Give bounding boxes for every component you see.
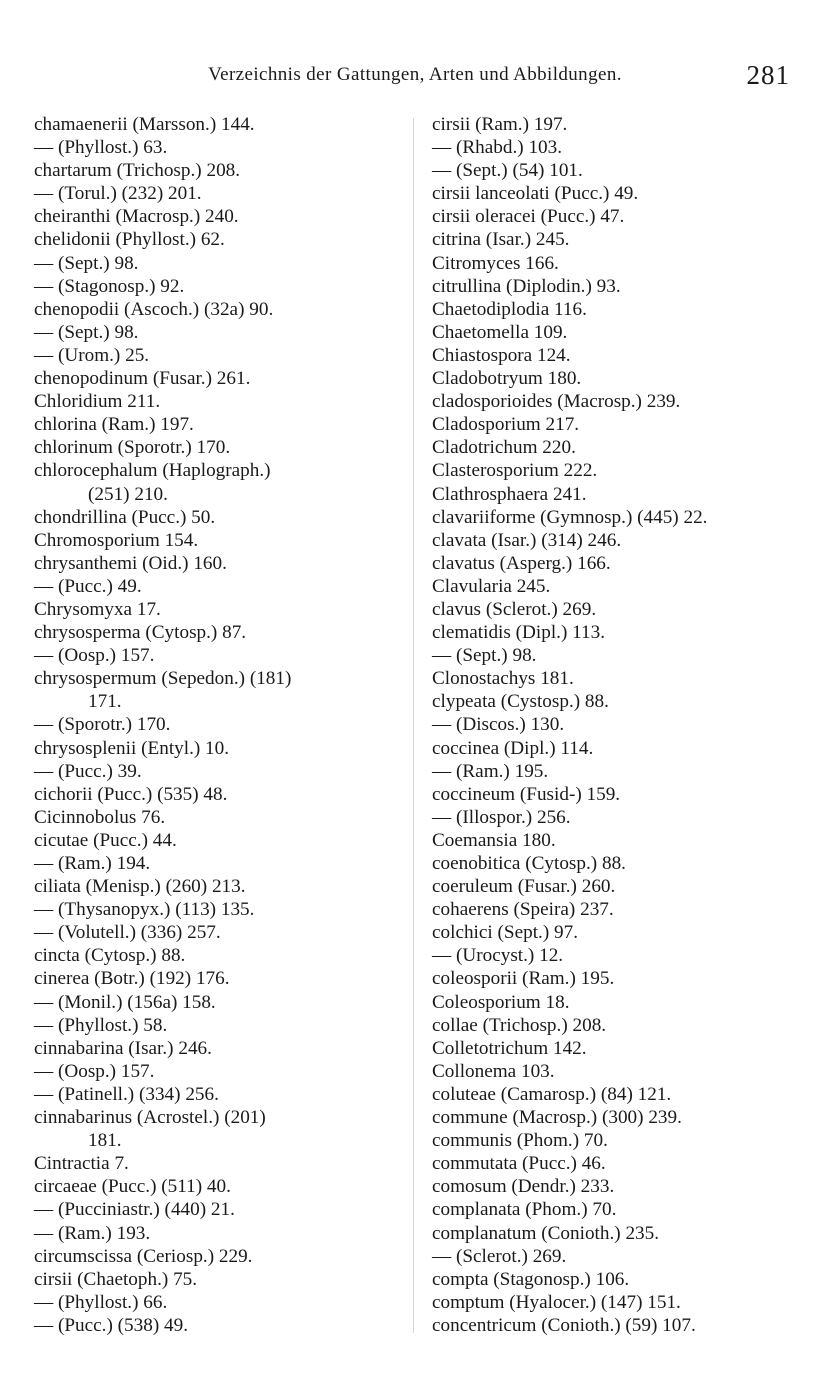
index-entry: chrysosperma (Cytosp.) 87. [34,622,247,644]
index-entry: cirsii (Chaetoph.) 75. [34,1268,198,1290]
index-entry: chenopodinum (Fusar.) 261. [34,368,251,390]
index-entry: chlorocephalum (Haplograph.) [34,460,271,482]
index-entry: clavariiforme (Gymnosp.) (445) 22. [432,506,708,528]
index-entry: — (Rhabd.) 103. [432,137,563,159]
index-entry: complanata (Phom.) 70. [432,1199,617,1221]
index-entry: chenopodii (Ascoch.) (32a) 90. [34,298,274,320]
index-entry: — (Volutell.) (336) 257. [34,922,221,944]
index-entry: chlorinum (Sporotr.) 170. [34,437,231,459]
column-divider [413,118,414,1333]
index-entry: 171. [88,691,122,713]
index-entry: — (Pucciniastr.) (440) 21. [34,1199,235,1221]
index-entry: cichorii (Pucc.) (535) 48. [34,783,228,805]
index-entry: Coemansia 180. [432,829,556,851]
index-entry: Chiastospora 124. [432,344,571,366]
index-entry: comptum (Hyalocer.) (147) 151. [432,1291,681,1313]
index-entry: Collonema 103. [432,1060,555,1082]
index-entry: Coleosporium 18. [432,991,570,1013]
index-entry: chlorina (Ram.) 197. [34,414,194,436]
index-entry: Chloridium 211. [34,391,161,413]
index-entry: — (Thysanopyx.) (113) 135. [34,899,255,921]
index-entry: — (Urocyst.) 12. [432,945,564,967]
index-entry: cicutae (Pucc.) 44. [34,829,177,851]
index-entry: — (Sporotr.) 170. [34,714,171,736]
index-entry: Clavularia 245. [432,575,551,597]
index-entry: Chromosporium 154. [34,529,199,551]
index-entry: — (Ram.) 194. [34,853,151,874]
index-entry: — (Phyllost.) 66. [34,1291,168,1313]
index-entry: — (Sept.) 98. [34,321,139,343]
running-title: Verzeichnis der Gattungen, Arten und Abbildungen. [208,64,622,85]
index-entry: cirsii lanceolati (Pucc.) 49. [432,183,639,205]
index-entry: coccinea (Dipl.) 114. [432,737,594,759]
index-entry: complanatum (Conioth.) 235. [432,1222,660,1244]
index-entry: cincta (Cytosp.) 88. [34,945,186,967]
index-entry: — (Pucc.) 39. [34,760,142,782]
index-entry: chrysospermum (Sepedon.) (181) [34,668,292,690]
index-entry: chartarum (Trichosp.) 208. [34,160,241,182]
index-entry: chrysosplenii (Entyl.) 10. [34,737,230,759]
index-column-left [34,113,410,1337]
index-entry: colchici (Sept.) 97. [432,922,578,944]
index-entry: — (Ram.) 195. [432,760,549,782]
index-entry: Clonostachys 181. [432,668,574,690]
index-entry: — (Oosp.) 157. [34,1060,155,1082]
index-entry: citrina (Isar.) 245. [432,229,570,251]
index-entry: Cladotrichum 220. [432,437,576,459]
index-entry: Clathrosphaera 241. [432,483,587,505]
index-entry: coleosporii (Ram.) 195. [432,968,615,990]
index-entry: — (Illospor.) 256. [432,806,571,828]
index-entry: cinnabarinus (Acrostel.) (201) [34,1107,266,1129]
index-entry: Colletotrichum 142. [432,1037,587,1059]
index-entry: — (Monil.) (156a) 158. [34,991,216,1013]
index-entry: Cintractia 7. [34,1153,129,1175]
index-entry: clematidis (Dipl.) 113. [432,622,606,644]
index-entry: 181. [88,1130,122,1152]
index-entry: commune (Macrosp.) (300) 239. [432,1107,682,1129]
index-entry: cohaerens (Speira) 237. [432,899,614,921]
page-header [0,60,830,94]
index-entry: comosum (Dendr.) 233. [432,1176,615,1198]
index-entry: coluteae (Camarosp.) (84) 121. [432,1083,672,1105]
index-entry: — (Phyllost.) 63. [34,137,168,159]
index-entry: coccineum (Fusid-) 159. [432,783,621,805]
index-entry: — (Discos.) 130. [432,714,565,736]
index-entry: chamaenerii (Marsson.) 144. [34,114,255,135]
index-entry: — (Sept.) (54) 101. [432,160,583,182]
index-entry: circumscissa (Ceriosp.) 229. [34,1245,253,1267]
index-entry: chelidonii (Phyllost.) 62. [34,229,225,251]
index-entry: coeruleum (Fusar.) 260. [432,876,616,898]
index-entry: citrullina (Diplodin.) 93. [432,275,621,297]
index-entry: clavus (Sclerot.) 269. [432,598,597,620]
index-entry: Cicinnobolus 76. [34,806,166,828]
index-entry: — (Torul.) (232) 201. [34,183,202,205]
index-entry: communis (Phom.) 70. [432,1130,608,1152]
index-entry: Chaetodiplodia 116. [432,298,587,320]
index-entry: — (Patinell.) (334) 256. [34,1083,219,1105]
index-entry: — (Ram.) 193. [34,1222,151,1244]
index-entry: cheiranthi (Macrosp.) 240. [34,206,239,228]
index-entry: — (Sept.) 98. [34,252,139,274]
index-entry: clypeata (Cystosp.) 88. [432,691,609,713]
index-entry: chondrillina (Pucc.) 50. [34,506,216,528]
index-entry: (251) 210. [88,483,168,505]
index-entry: ciliata (Menisp.) (260) 213. [34,876,246,898]
index-entry: clavatus (Asperg.) 166. [432,552,611,574]
index-entry: — (Sclerot.) 269. [432,1245,567,1267]
index-entry: — (Phyllost.) 58. [34,1014,168,1036]
index-entry: concentricum (Conioth.) (59) 107. [432,1314,696,1336]
index-entry: — (Pucc.) (538) 49. [34,1314,188,1336]
index-entry: commutata (Pucc.) 46. [432,1153,606,1175]
index-entry: Chaetomella 109. [432,321,568,343]
index-entry: chrysanthemi (Oid.) 160. [34,552,227,574]
index-entry: — (Oosp.) 157. [34,645,155,667]
index-entry: Chrysomyxa 17. [34,598,161,620]
index-entry: cinnabarina (Isar.) 246. [34,1037,212,1059]
index-entry: cladosporioides (Macrosp.) 239. [432,391,681,413]
index-entry: Cladosporium 217. [432,414,580,436]
index-entry: Clasterosporium 222. [432,460,598,482]
index-entry: cirsii (Ram.) 197. [432,114,568,135]
index-entry: coenobitica (Cytosp.) 88. [432,853,626,874]
index-entry: Citromyces 166. [432,252,559,274]
index-entry: — (Pucc.) 49. [34,575,142,597]
index-column-right [432,113,812,1337]
index-entry: — (Sept.) 98. [432,645,537,667]
index-entry: — (Urom.) 25. [34,344,150,366]
index-entry: Cladobotryum 180. [432,368,582,390]
page-number: 281 [746,60,790,90]
index-entry: cinerea (Botr.) (192) 176. [34,968,230,990]
index-entry: collae (Trichosp.) 208. [432,1014,607,1036]
index-entry: cirsii oleracei (Pucc.) 47. [432,206,625,228]
index-entry: — (Stagonosp.) 92. [34,275,185,297]
index-entry: clavata (Isar.) (314) 246. [432,529,622,551]
index-entry: circaeae (Pucc.) (511) 40. [34,1176,231,1198]
index-entry: compta (Stagonosp.) 106. [432,1268,630,1290]
